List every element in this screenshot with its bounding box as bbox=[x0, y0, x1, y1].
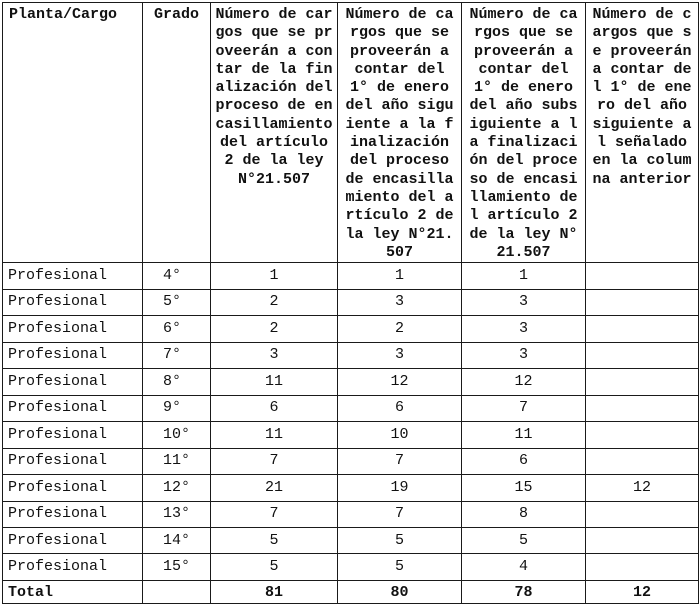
col3-cell: 4 bbox=[462, 554, 586, 581]
col4-cell bbox=[586, 342, 699, 368]
col2-cell: 6 bbox=[338, 395, 462, 421]
col2-cell: 3 bbox=[338, 289, 462, 315]
planta-cell: Profesional bbox=[3, 422, 143, 448]
total-col3: 78 bbox=[462, 581, 586, 604]
col4-cell bbox=[586, 448, 699, 474]
col1-cell: 5 bbox=[211, 528, 338, 554]
table-row bbox=[3, 528, 699, 554]
grado-cell: 7° bbox=[143, 342, 211, 368]
grado-cell: 6° bbox=[143, 316, 211, 342]
col4-cell bbox=[586, 289, 699, 315]
total-label: Total bbox=[3, 581, 143, 604]
table-row bbox=[3, 342, 699, 368]
header-planta-cargo: Planta/Cargo bbox=[3, 3, 143, 263]
col2-cell: 3 bbox=[338, 342, 462, 368]
col2-cell: 12 bbox=[338, 369, 462, 395]
total-col2: 80 bbox=[338, 581, 462, 604]
grado-cell: 4° bbox=[143, 263, 211, 289]
col1-cell: 11 bbox=[211, 369, 338, 395]
planta-cell: Profesional bbox=[3, 528, 143, 554]
header-col1-cargos-finalizacion: Número de cargos que se proveerán a contar de la finalización del proceso de encasillamiento del artículo 2 de la ley N°21.507 bbox=[211, 3, 338, 263]
col3-cell: 8 bbox=[462, 501, 586, 527]
table-row bbox=[3, 475, 699, 501]
planta-cell: Profesional bbox=[3, 448, 143, 474]
grado-cell: 5° bbox=[143, 289, 211, 315]
col3-cell: 3 bbox=[462, 342, 586, 368]
total-col1: 81 bbox=[211, 581, 338, 604]
grado-cell: 9° bbox=[143, 395, 211, 421]
col1-cell: 2 bbox=[211, 316, 338, 342]
table-row bbox=[3, 395, 699, 421]
col4-cell bbox=[586, 501, 699, 527]
cargos-table bbox=[2, 2, 699, 604]
col3-cell: 1 bbox=[462, 263, 586, 289]
header-grado: Grado bbox=[143, 3, 211, 263]
col1-cell: 21 bbox=[211, 475, 338, 501]
col2-cell: 7 bbox=[338, 448, 462, 474]
grado-cell: 15° bbox=[143, 554, 211, 581]
planta-cell: Profesional bbox=[3, 475, 143, 501]
col2-cell: 1 bbox=[338, 263, 462, 289]
col2-cell: 5 bbox=[338, 554, 462, 581]
col4-cell: 12 bbox=[586, 475, 699, 501]
header-col2-cargos-ano-siguiente: Número de cargos que se proveerán a contar del 1° de enero del año siguiente a la finalización del proceso de encasillamiento del artículo 2 de la ley N°21.507 bbox=[338, 3, 462, 263]
col1-cell: 1 bbox=[211, 263, 338, 289]
col3-cell: 15 bbox=[462, 475, 586, 501]
header-row bbox=[3, 3, 699, 263]
col1-cell: 5 bbox=[211, 554, 338, 581]
col4-cell bbox=[586, 263, 699, 289]
table-row bbox=[3, 316, 699, 342]
grado-cell: 14° bbox=[143, 528, 211, 554]
col2-cell: 19 bbox=[338, 475, 462, 501]
grado-cell: 8° bbox=[143, 369, 211, 395]
header-col3-cargos-ano-subsiguiente: Número de cargos que se proveerán a contar del 1° de enero del año subsiguiente a la finalización del proceso de encasillamiento del artículo 2 de la ley N°21.507 bbox=[462, 3, 586, 263]
grado-cell: 11° bbox=[143, 448, 211, 474]
table-row bbox=[3, 369, 699, 395]
col3-cell: 6 bbox=[462, 448, 586, 474]
col3-cell: 3 bbox=[462, 316, 586, 342]
col2-cell: 2 bbox=[338, 316, 462, 342]
planta-cell: Profesional bbox=[3, 554, 143, 581]
grado-cell: 13° bbox=[143, 501, 211, 527]
planta-cell: Profesional bbox=[3, 263, 143, 289]
total-col4: 12 bbox=[586, 581, 699, 604]
grado-cell: 12° bbox=[143, 475, 211, 501]
table-row bbox=[3, 448, 699, 474]
total-grado-cell bbox=[143, 581, 211, 604]
col3-cell: 12 bbox=[462, 369, 586, 395]
table-row bbox=[3, 263, 699, 289]
planta-cell: Profesional bbox=[3, 395, 143, 421]
col4-cell bbox=[586, 422, 699, 448]
col1-cell: 6 bbox=[211, 395, 338, 421]
col3-cell: 5 bbox=[462, 528, 586, 554]
total-row bbox=[3, 581, 699, 604]
col4-cell bbox=[586, 316, 699, 342]
planta-cell: Profesional bbox=[3, 342, 143, 368]
col1-cell: 3 bbox=[211, 342, 338, 368]
table-row bbox=[3, 289, 699, 315]
col2-cell: 5 bbox=[338, 528, 462, 554]
planta-cell: Profesional bbox=[3, 501, 143, 527]
planta-cell: Profesional bbox=[3, 369, 143, 395]
col1-cell: 2 bbox=[211, 289, 338, 315]
table-row bbox=[3, 422, 699, 448]
col4-cell bbox=[586, 528, 699, 554]
table-row bbox=[3, 554, 699, 581]
col1-cell: 7 bbox=[211, 501, 338, 527]
table-body bbox=[3, 263, 699, 581]
col4-cell bbox=[586, 554, 699, 581]
col2-cell: 7 bbox=[338, 501, 462, 527]
grado-cell: 10° bbox=[143, 422, 211, 448]
header-col4-cargos-ano-posterior: Número de cargos que se proveerán a contar del 1° de enero del año siguiente al señalado en la columna anterior bbox=[586, 3, 699, 263]
table-row bbox=[3, 501, 699, 527]
col3-cell: 7 bbox=[462, 395, 586, 421]
col2-cell: 10 bbox=[338, 422, 462, 448]
col1-cell: 11 bbox=[211, 422, 338, 448]
col4-cell bbox=[586, 395, 699, 421]
planta-cell: Profesional bbox=[3, 316, 143, 342]
col4-cell bbox=[586, 369, 699, 395]
col3-cell: 3 bbox=[462, 289, 586, 315]
planta-cell: Profesional bbox=[3, 289, 143, 315]
col3-cell: 11 bbox=[462, 422, 586, 448]
col1-cell: 7 bbox=[211, 448, 338, 474]
